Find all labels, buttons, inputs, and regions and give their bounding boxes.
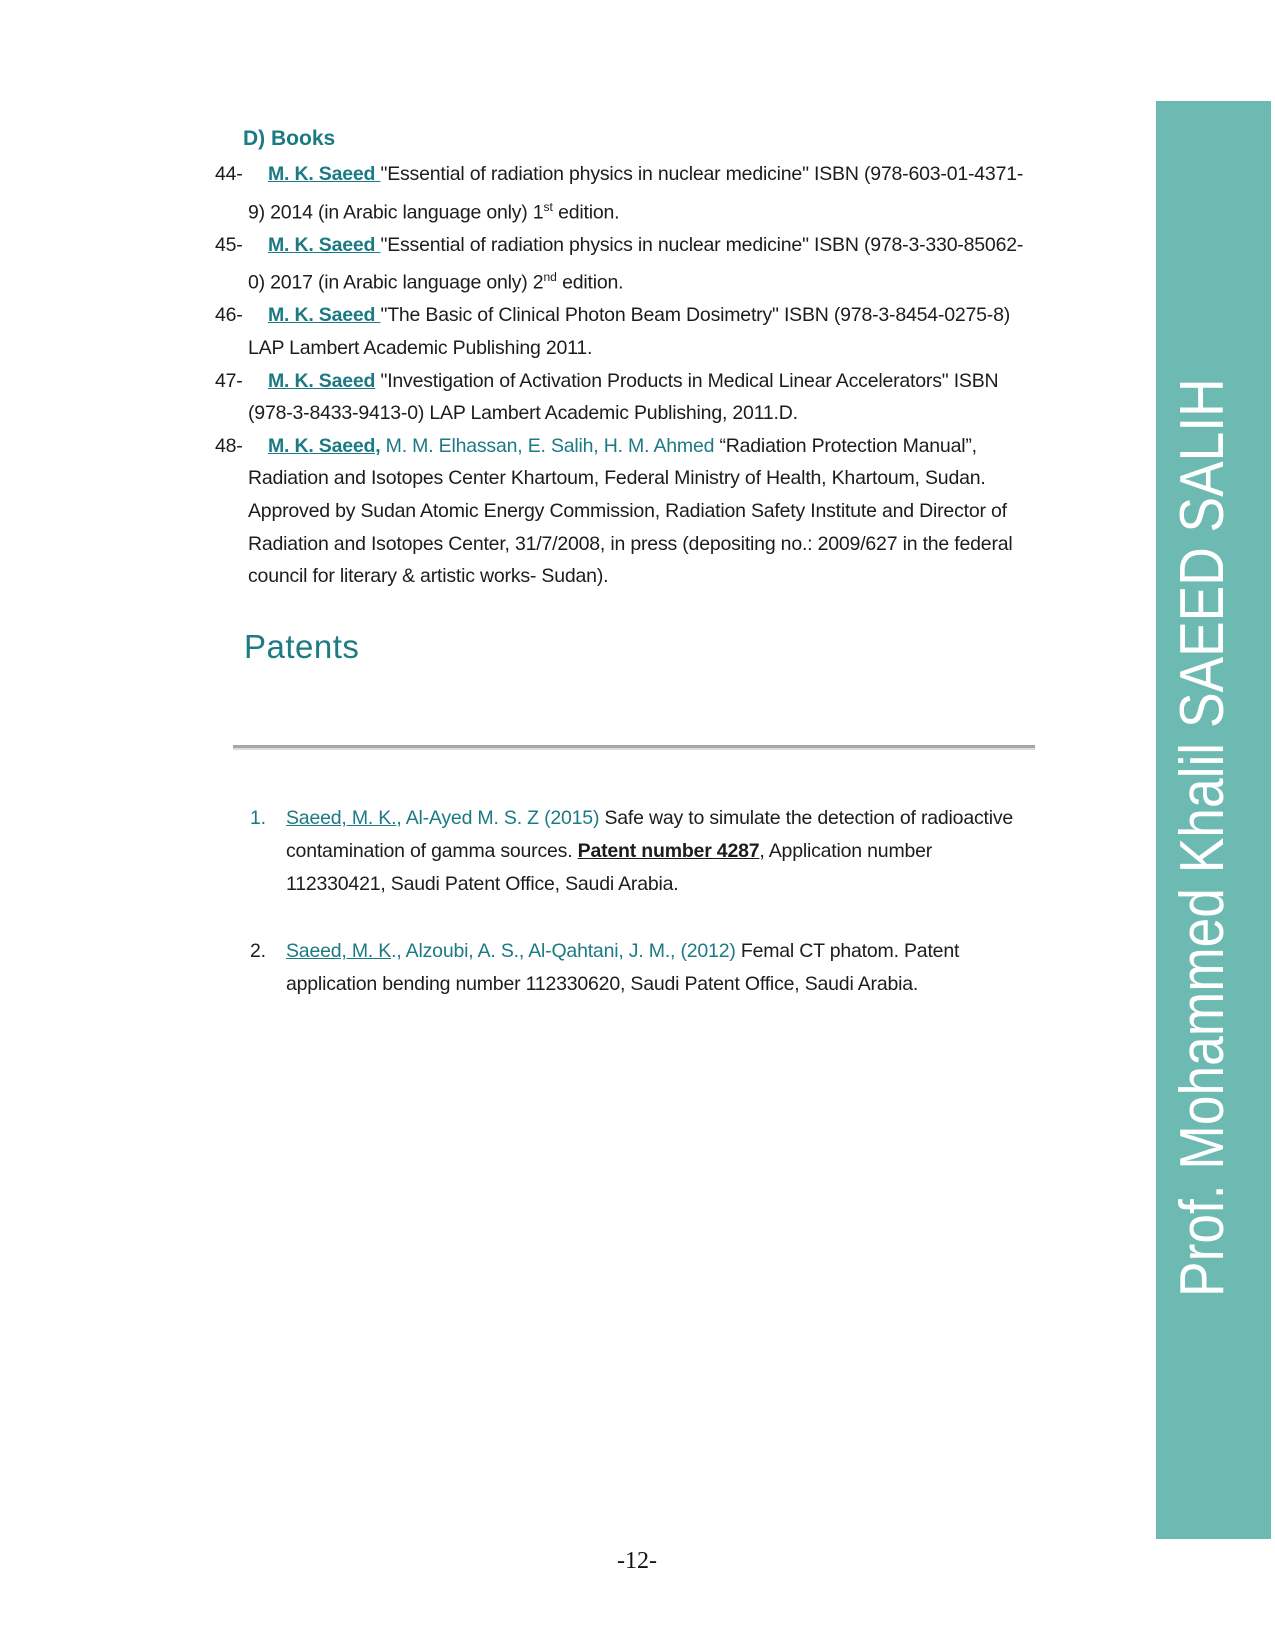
author-link[interactable]: M. K. Saeed,: [268, 434, 381, 457]
text-segment: “Radiation Protection Manual”, Radiation and Isotopes Center Khartoum, Federal Ministry of Health, Khartoum, Sudan. Approved by Sudan Atomic Energy Commission, Radiation Safety Institute and Director of Radiation and Isotopes Center, 31/7/2008, in press (depositing no.: 2009/627 in the federal council for literary & artistic works- Sudan).: [248, 434, 1013, 588]
text-segment: "Investigation of Activation Products in Medical Linear Accelerators" ISBN (978-3-8433-9413-0) LAP Lambert Academic Publishing, 2011.D.: [248, 369, 999, 425]
book-item: [215, 365, 1039, 430]
list-item-text: [286, 802, 1022, 901]
book-item: [215, 299, 1039, 364]
list-item-text: [248, 365, 1039, 430]
text-segment: M. M. Elhassan, E. Salih, H. M. Ahmed: [380, 434, 720, 457]
books-section-heading: D) Books: [243, 127, 336, 150]
superscript: nd: [543, 270, 557, 285]
list-item-text: [248, 299, 1039, 364]
superscript: st: [543, 199, 553, 214]
text-segment: edition.: [556, 271, 624, 294]
list-item-number: 1.: [250, 807, 266, 829]
text-segment: edition.: [552, 201, 620, 224]
text-segment: Femal CT phatom. Patent application bending number 112330620, Saudi Patent Office, Saudi Arabia.: [286, 940, 960, 995]
list-item-text: [248, 229, 1039, 300]
list-item-number: 47-: [215, 369, 243, 392]
section-divider: [233, 745, 1035, 750]
list-item-number: 48-: [215, 434, 243, 457]
list-item-text: [248, 158, 1039, 229]
author-link[interactable]: Saeed, M. K: [286, 940, 392, 962]
text-segment: ., Alzoubi, A. S., Al-Qahtani, J. M., (2012): [391, 940, 741, 962]
page-number: -12-: [617, 1548, 657, 1574]
sidebar-banner: [1156, 101, 1271, 1539]
books-list: [215, 158, 1039, 593]
text-segment: "The Basic of Clinical Photon Beam Dosimetry" ISBN (978-3-8454-0275-8) LAP Lambert Academic Publishing 2011.: [248, 304, 1011, 359]
patents-section-heading: Patents: [244, 628, 360, 665]
patent-item: [250, 935, 1022, 1001]
text-segment: Patent number 4287: [577, 840, 760, 862]
author-link[interactable]: Saeed, M. K.: [286, 807, 397, 829]
sidebar-author-name: Prof. Mohammed Khalil SAEED SALIH: [1168, 378, 1237, 1297]
text-segment: "Essential of radiation physics in nuclear medicine" ISBN (978-603-01-4371-9) 2014 (in Arabic language only) 1: [248, 163, 1024, 224]
author-link[interactable]: M. K. Saeed: [268, 304, 381, 327]
list-item-number: 45-: [215, 233, 243, 256]
text-segment: , Al-Ayed M. S. Z (2015): [396, 807, 605, 829]
list-item-number: 46-: [215, 304, 243, 327]
text-segment: Safe way to simulate the detection of radioactive contamination of gamma sources.: [286, 807, 1014, 862]
list-item-text: [286, 935, 1022, 1001]
author-link[interactable]: M. K. Saeed: [268, 369, 376, 392]
book-item: [215, 430, 1039, 593]
author-link[interactable]: M. K. Saeed: [268, 233, 381, 256]
patent-item: [250, 802, 1022, 901]
list-item-text: [248, 430, 1039, 593]
text-segment: "Essential of radiation physics in nuclear medicine" ISBN (978-3-330-85062-0) 2017 (in Arabic language only) 2: [248, 233, 1024, 294]
list-item-number: 44-: [215, 163, 243, 185]
patents-list: [250, 802, 1022, 1035]
text-segment: , Application number 112330421, Saudi Patent Office, Saudi Arabia.: [286, 840, 933, 895]
book-item: [215, 229, 1039, 300]
book-item: [215, 158, 1039, 229]
list-item-number: 2.: [250, 940, 266, 962]
author-link[interactable]: M. K. Saeed: [268, 163, 381, 185]
